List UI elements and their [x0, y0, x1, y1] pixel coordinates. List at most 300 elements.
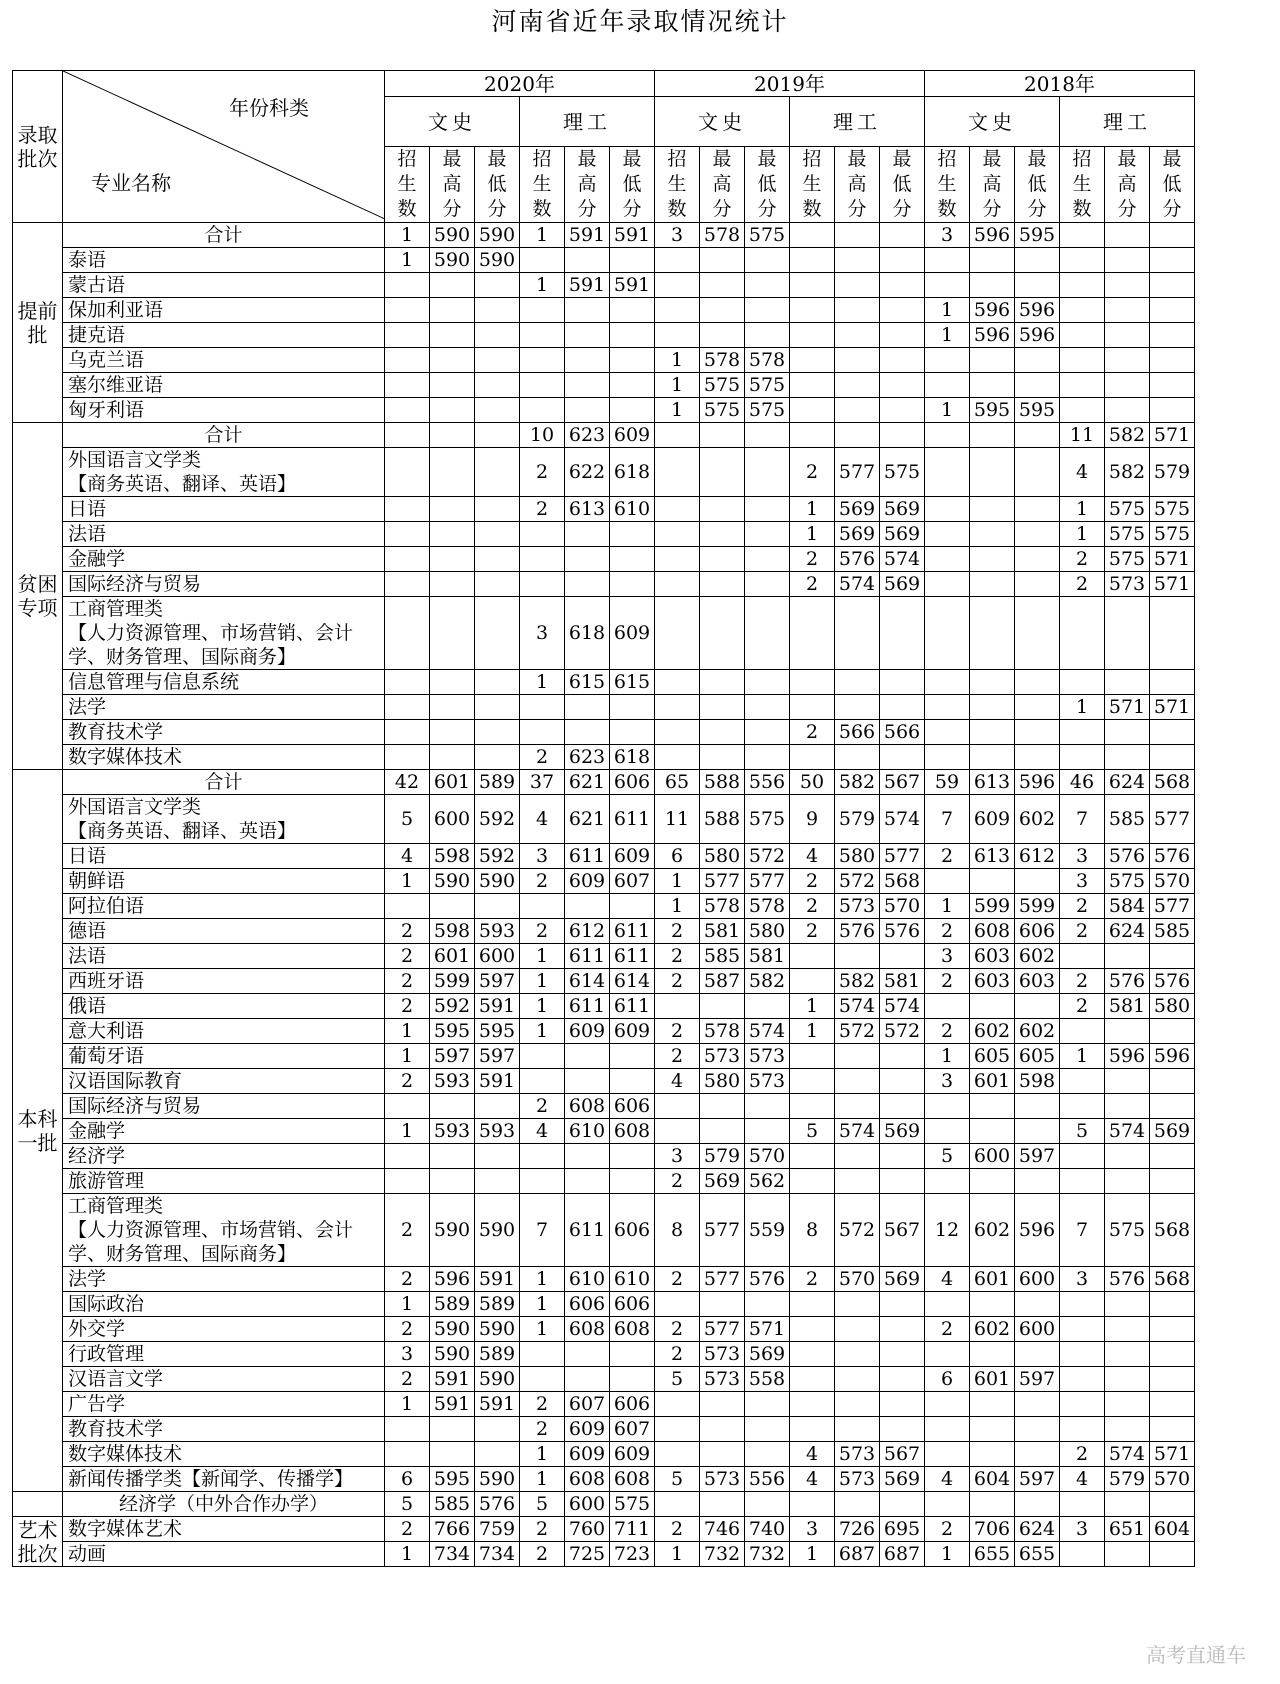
value-cell: 566	[880, 720, 925, 745]
value-cell	[745, 1492, 790, 1517]
value-cell	[1015, 745, 1060, 770]
value-cell: 3	[520, 844, 565, 869]
value-cell: 575	[1105, 497, 1150, 522]
value-cell: 572	[880, 1019, 925, 1044]
value-cell	[520, 1169, 565, 1194]
value-cell: 2	[655, 1267, 700, 1292]
value-cell: 1	[520, 1292, 565, 1317]
value-cell	[1015, 373, 1060, 398]
table-row	[13, 1517, 1195, 1542]
value-cell	[475, 348, 520, 373]
value-cell	[745, 1119, 790, 1144]
value-cell	[790, 348, 835, 373]
value-cell	[790, 1069, 835, 1094]
value-cell: 605	[1015, 1044, 1060, 1069]
major-name: 保加利亚语	[63, 298, 385, 323]
value-cell: 579	[700, 1144, 745, 1169]
major-name	[63, 448, 385, 497]
value-cell: 734	[430, 1542, 475, 1567]
value-cell: 621	[565, 795, 610, 844]
value-cell	[700, 448, 745, 497]
value-cell: 596	[1105, 1044, 1150, 1069]
value-cell: 3	[1060, 1517, 1105, 1542]
value-cell	[475, 323, 520, 348]
major-name: 数字媒体技术	[63, 745, 385, 770]
value-cell	[385, 1169, 430, 1194]
table-row	[13, 1119, 1195, 1144]
value-cell	[655, 1119, 700, 1144]
value-cell: 606	[610, 770, 655, 795]
value-cell: 600	[430, 795, 475, 844]
table-row	[13, 994, 1195, 1019]
value-cell	[430, 1094, 475, 1119]
value-cell: 611	[610, 994, 655, 1019]
value-cell	[430, 695, 475, 720]
value-cell: 574	[880, 795, 925, 844]
value-cell	[610, 373, 655, 398]
value-cell: 2	[385, 1267, 430, 1292]
value-cell: 590	[430, 1317, 475, 1342]
value-cell	[1150, 248, 1195, 273]
value-cell: 571	[745, 1317, 790, 1342]
value-cell	[430, 1144, 475, 1169]
value-cell	[1105, 1292, 1150, 1317]
table-row	[13, 1367, 1195, 1392]
value-cell	[1150, 944, 1195, 969]
value-cell: 569	[880, 1267, 925, 1292]
value-cell: 570	[835, 1267, 880, 1292]
value-cell	[835, 1317, 880, 1342]
value-cell: 1	[1060, 522, 1105, 547]
value-cell	[835, 1292, 880, 1317]
major-name: 德语	[63, 919, 385, 944]
value-cell: 570	[1150, 1467, 1195, 1492]
value-cell: 4	[520, 795, 565, 844]
value-cell: 1	[520, 994, 565, 1019]
value-cell: 611	[610, 795, 655, 844]
value-cell	[925, 248, 970, 273]
value-cell	[1105, 1367, 1150, 1392]
value-cell: 4	[1060, 1467, 1105, 1492]
value-cell: 572	[835, 1019, 880, 1044]
value-cell	[655, 1492, 700, 1517]
value-cell: 1	[520, 1442, 565, 1467]
value-cell	[925, 497, 970, 522]
value-cell	[1150, 720, 1195, 745]
value-cell	[385, 597, 430, 670]
value-cell	[475, 522, 520, 547]
value-cell	[1150, 373, 1195, 398]
value-cell	[520, 522, 565, 547]
value-cell	[475, 572, 520, 597]
value-cell: 609	[565, 1442, 610, 1467]
value-cell: 566	[835, 720, 880, 745]
value-cell: 1	[385, 1044, 430, 1069]
value-cell	[430, 597, 475, 670]
value-cell: 568	[1150, 770, 1195, 795]
value-cell	[745, 1094, 790, 1119]
value-cell	[1105, 1417, 1150, 1442]
value-cell: 1	[655, 894, 700, 919]
value-cell: 1	[520, 969, 565, 994]
value-cell: 577	[700, 869, 745, 894]
major-name: 国际政治	[63, 1292, 385, 1317]
value-cell	[475, 720, 520, 745]
value-cell: 601	[970, 1069, 1015, 1094]
table-row	[13, 869, 1195, 894]
value-cell: 590	[430, 1194, 475, 1267]
table-row	[13, 298, 1195, 323]
value-cell: 584	[1105, 894, 1150, 919]
value-cell	[1105, 944, 1150, 969]
value-cell: 2	[520, 919, 565, 944]
value-cell	[925, 1442, 970, 1467]
value-cell: 600	[970, 1144, 1015, 1169]
value-cell: 590	[475, 1467, 520, 1492]
table-row	[13, 323, 1195, 348]
value-cell: 3	[1060, 1267, 1105, 1292]
value-cell	[1105, 348, 1150, 373]
value-cell	[565, 522, 610, 547]
value-cell: 580	[745, 919, 790, 944]
value-cell: 597	[430, 1044, 475, 1069]
value-cell	[790, 373, 835, 398]
value-cell: 589	[430, 1292, 475, 1317]
value-cell	[1105, 1492, 1150, 1517]
major-name: 捷克语	[63, 323, 385, 348]
value-cell	[835, 248, 880, 273]
value-cell: 11	[1060, 423, 1105, 448]
value-cell	[430, 348, 475, 373]
value-cell: 579	[835, 795, 880, 844]
value-cell: 3	[790, 1517, 835, 1542]
value-cell: 576	[835, 547, 880, 572]
value-cell: 599	[1015, 894, 1060, 919]
value-cell: 569	[880, 1467, 925, 1492]
value-cell: 575	[1150, 497, 1195, 522]
value-cell: 2	[385, 994, 430, 1019]
value-cell	[790, 597, 835, 670]
value-cell: 578	[700, 348, 745, 373]
value-cell: 65	[655, 770, 700, 795]
value-cell	[1060, 1317, 1105, 1342]
value-cell	[1105, 1392, 1150, 1417]
value-cell	[970, 522, 1015, 547]
value-cell	[1015, 572, 1060, 597]
value-cell	[430, 423, 475, 448]
value-cell	[1015, 497, 1060, 522]
total-label: 合计	[63, 223, 385, 248]
value-cell: 590	[430, 248, 475, 273]
value-cell	[970, 695, 1015, 720]
value-cell	[745, 720, 790, 745]
value-cell: 572	[835, 1194, 880, 1267]
value-cell	[610, 248, 655, 273]
value-cell: 3	[385, 1342, 430, 1367]
value-cell	[1150, 1542, 1195, 1567]
table-row	[13, 572, 1195, 597]
value-cell: 609	[565, 869, 610, 894]
value-cell: 614	[610, 969, 655, 994]
value-cell: 4	[790, 1442, 835, 1467]
value-cell: 612	[565, 919, 610, 944]
value-cell	[520, 572, 565, 597]
value-cell: 569	[1150, 1119, 1195, 1144]
value-cell: 711	[610, 1517, 655, 1542]
value-cell: 2	[655, 1169, 700, 1194]
value-cell	[520, 398, 565, 423]
value-cell	[1015, 720, 1060, 745]
value-cell	[1150, 745, 1195, 770]
value-cell	[475, 373, 520, 398]
value-cell	[1150, 597, 1195, 670]
value-cell: 590	[475, 1317, 520, 1342]
value-cell	[610, 1144, 655, 1169]
value-cell: 614	[565, 969, 610, 994]
value-cell	[1060, 323, 1105, 348]
value-cell: 5	[385, 795, 430, 844]
value-cell	[790, 1144, 835, 1169]
value-cell	[790, 1044, 835, 1069]
value-cell: 592	[430, 994, 475, 1019]
major-name: 俄语	[63, 994, 385, 1019]
value-cell: 11	[655, 795, 700, 844]
column-header: 招生数	[1060, 147, 1105, 223]
value-cell: 1	[925, 298, 970, 323]
value-cell: 7	[1060, 795, 1105, 844]
major-name	[63, 795, 385, 844]
value-cell	[1060, 720, 1105, 745]
value-cell: 1	[790, 522, 835, 547]
value-cell: 578	[700, 894, 745, 919]
value-cell: 2	[1060, 1442, 1105, 1467]
value-cell: 591	[610, 223, 655, 248]
batch-label: 艺术批次	[13, 1517, 63, 1567]
value-cell: 1	[790, 1019, 835, 1044]
value-cell: 2	[1060, 969, 1105, 994]
column-header: 最低分	[475, 147, 520, 223]
value-cell: 50	[790, 770, 835, 795]
value-cell	[835, 745, 880, 770]
value-cell	[925, 1417, 970, 1442]
value-cell: 601	[970, 1367, 1015, 1392]
column-header: 最高分	[565, 147, 610, 223]
value-cell	[700, 547, 745, 572]
major-name: 金融学	[63, 547, 385, 572]
value-cell	[610, 323, 655, 348]
value-cell	[1105, 670, 1150, 695]
value-cell	[1150, 1169, 1195, 1194]
value-cell	[430, 670, 475, 695]
value-cell: 575	[1105, 1194, 1150, 1267]
value-cell	[1015, 348, 1060, 373]
value-cell	[475, 1144, 520, 1169]
value-cell: 2	[655, 1517, 700, 1542]
value-cell: 574	[1105, 1442, 1150, 1467]
value-cell: 2	[385, 1069, 430, 1094]
value-cell	[745, 572, 790, 597]
value-cell: 593	[430, 1069, 475, 1094]
value-cell: 598	[430, 919, 475, 944]
value-cell: 608	[610, 1467, 655, 1492]
column-header: 最高分	[835, 147, 880, 223]
value-cell: 573	[835, 1442, 880, 1467]
value-cell	[745, 1392, 790, 1417]
value-cell: 596	[1015, 770, 1060, 795]
value-cell: 1	[925, 323, 970, 348]
value-cell	[1060, 1169, 1105, 1194]
value-cell	[925, 670, 970, 695]
value-cell: 1	[520, 1467, 565, 1492]
value-cell: 572	[745, 844, 790, 869]
value-cell	[385, 670, 430, 695]
value-cell	[835, 1417, 880, 1442]
value-cell: 1	[655, 1542, 700, 1567]
value-cell: 582	[745, 969, 790, 994]
value-cell: 603	[970, 944, 1015, 969]
value-cell: 2	[655, 1019, 700, 1044]
major-name	[63, 1194, 385, 1267]
value-cell	[835, 1044, 880, 1069]
value-cell: 611	[565, 944, 610, 969]
table-row	[13, 795, 1195, 844]
value-cell: 611	[565, 1194, 610, 1267]
value-cell	[610, 398, 655, 423]
value-cell	[970, 373, 1015, 398]
value-cell: 571	[1150, 695, 1195, 720]
value-cell: 2	[790, 919, 835, 944]
value-cell: 576	[880, 919, 925, 944]
value-cell	[970, 497, 1015, 522]
value-cell: 3	[925, 223, 970, 248]
value-cell	[700, 695, 745, 720]
table-row	[13, 348, 1195, 373]
value-cell: 2	[1060, 547, 1105, 572]
value-cell	[520, 373, 565, 398]
major-name-line: 【人力资源管理、市场营销、会计学、财务管理、国际商务】	[68, 622, 354, 668]
value-cell	[790, 1292, 835, 1317]
value-cell: 59	[925, 770, 970, 795]
value-cell: 623	[565, 423, 610, 448]
value-cell	[970, 1119, 1015, 1144]
major-name: 匈牙利语	[63, 398, 385, 423]
value-cell: 597	[1015, 1367, 1060, 1392]
value-cell: 607	[565, 1392, 610, 1417]
value-cell	[925, 348, 970, 373]
value-cell	[385, 273, 430, 298]
value-cell: 2	[385, 1367, 430, 1392]
value-cell	[700, 572, 745, 597]
value-cell: 575	[1105, 522, 1150, 547]
value-cell: 5	[520, 1492, 565, 1517]
value-cell: 611	[610, 919, 655, 944]
value-cell	[385, 894, 430, 919]
value-cell: 4	[790, 1467, 835, 1492]
value-cell	[700, 745, 745, 770]
value-cell: 597	[1015, 1144, 1060, 1169]
value-cell: 5	[790, 1119, 835, 1144]
value-cell: 596	[1015, 1194, 1060, 1267]
value-cell: 573	[745, 1069, 790, 1094]
value-cell: 562	[745, 1169, 790, 1194]
value-cell	[520, 1044, 565, 1069]
value-cell	[880, 1044, 925, 1069]
value-cell: 593	[475, 1119, 520, 1144]
value-cell: 600	[565, 1492, 610, 1517]
value-cell	[655, 695, 700, 720]
value-cell: 574	[835, 994, 880, 1019]
column-header: 招生数	[385, 147, 430, 223]
value-cell: 2	[925, 844, 970, 869]
major-name: 旅游管理	[63, 1169, 385, 1194]
value-cell	[610, 348, 655, 373]
value-cell: 3	[1060, 869, 1105, 894]
value-cell: 603	[1015, 969, 1060, 994]
value-cell	[1015, 695, 1060, 720]
value-cell	[520, 1367, 565, 1392]
subject-header: 文史	[925, 97, 1060, 147]
value-cell	[565, 1169, 610, 1194]
value-cell	[790, 248, 835, 273]
value-cell	[1060, 298, 1105, 323]
value-cell	[520, 894, 565, 919]
value-cell	[385, 1417, 430, 1442]
value-cell	[925, 448, 970, 497]
value-cell: 2	[655, 944, 700, 969]
value-cell: 569	[835, 522, 880, 547]
value-cell: 575	[700, 398, 745, 423]
major-name: 信息管理与信息系统	[63, 670, 385, 695]
value-cell: 596	[970, 323, 1015, 348]
table-row	[13, 969, 1195, 994]
value-cell	[1015, 1119, 1060, 1144]
major-name: 法学	[63, 695, 385, 720]
value-cell: 2	[520, 869, 565, 894]
value-cell	[655, 273, 700, 298]
value-cell: 1	[1060, 1044, 1105, 1069]
value-cell	[475, 1417, 520, 1442]
value-cell	[700, 497, 745, 522]
value-cell: 2	[520, 1392, 565, 1417]
table-row	[13, 1169, 1195, 1194]
table-row	[13, 248, 1195, 273]
value-cell	[475, 273, 520, 298]
value-cell	[880, 348, 925, 373]
value-cell	[1060, 348, 1105, 373]
value-cell: 573	[700, 1467, 745, 1492]
value-cell: 2	[520, 497, 565, 522]
value-cell: 590	[430, 1342, 475, 1367]
value-cell: 591	[475, 1069, 520, 1094]
table-row	[13, 1467, 1195, 1492]
value-cell: 595	[430, 1467, 475, 1492]
value-cell	[835, 1069, 880, 1094]
value-cell	[700, 720, 745, 745]
value-cell	[430, 1169, 475, 1194]
value-cell: 575	[745, 373, 790, 398]
value-cell: 1	[790, 497, 835, 522]
diagonal-header	[63, 71, 385, 223]
value-cell: 573	[835, 894, 880, 919]
value-cell: 766	[430, 1517, 475, 1542]
value-cell	[925, 745, 970, 770]
value-cell: 575	[745, 223, 790, 248]
value-cell: 590	[475, 223, 520, 248]
major-name: 泰语	[63, 248, 385, 273]
value-cell: 706	[970, 1517, 1015, 1542]
value-cell	[835, 298, 880, 323]
value-cell	[745, 745, 790, 770]
